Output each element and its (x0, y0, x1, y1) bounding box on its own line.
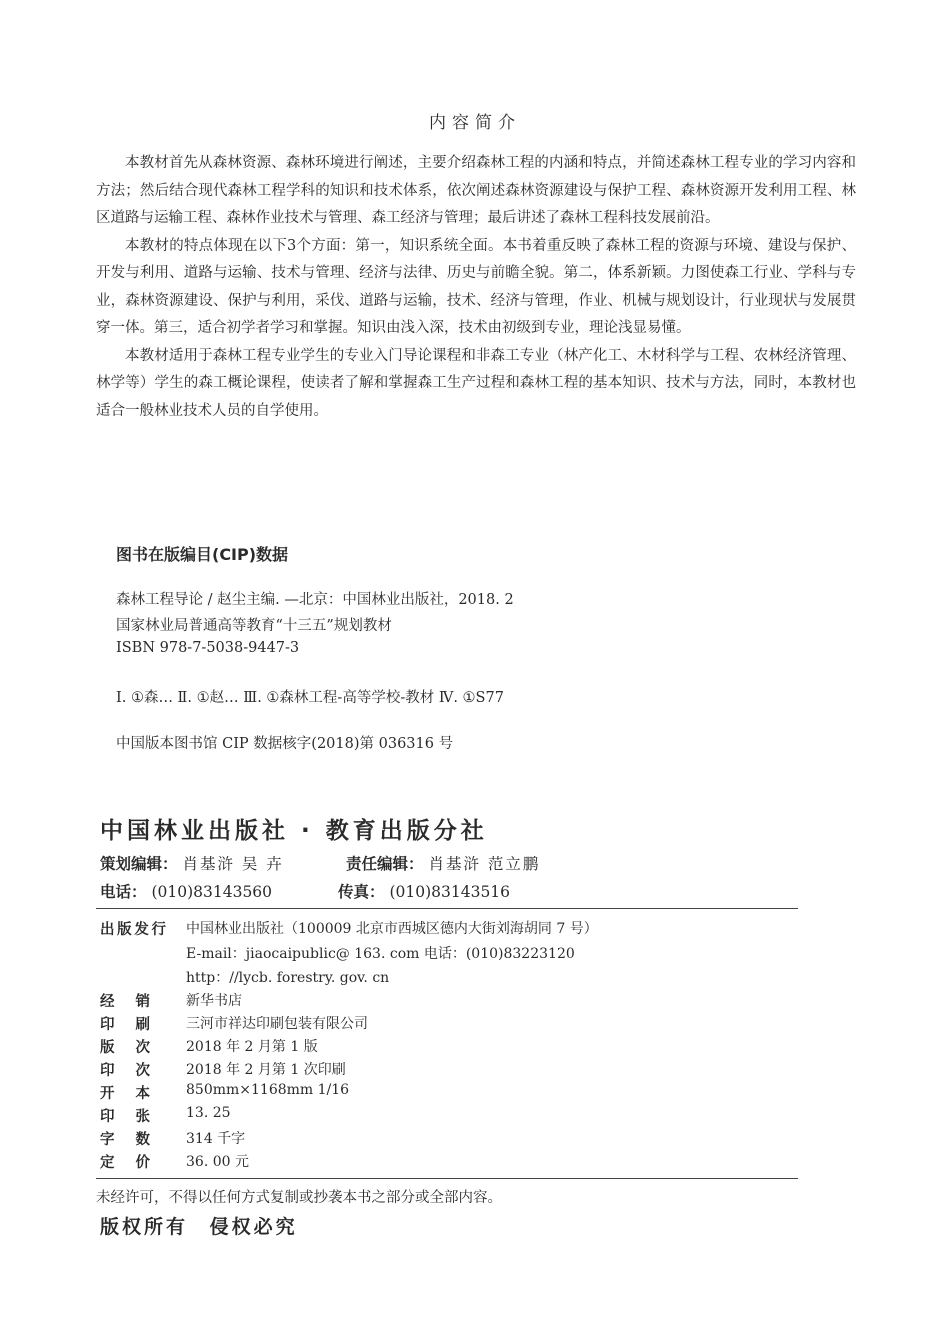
imprint-label-printer: 印 刷 (100, 1017, 150, 1033)
cip-line-record: 中国版本图书馆 CIP 数据核字(2018)第 036316 号 (116, 736, 454, 752)
phone-row (100, 880, 272, 902)
responsible-editor-value: 肖基浒 范立鹏 (428, 855, 541, 873)
editors-row (100, 852, 284, 874)
imprint-value-sheets: 13. 25 (186, 1105, 231, 1121)
imprint-value-email: E-mail：jiaocaipublic@ 163. com 电话：(010)83223120 (186, 946, 575, 962)
cip-line-classification: Ⅰ. ①森… Ⅱ. ①赵… Ⅲ. ①森林工程-高等学校-教材 Ⅳ. ①S77 (116, 690, 504, 706)
imprint-value-format: 850mm×1168mm 1/16 (186, 1082, 350, 1098)
all-rights-reserved: 版权所有 侵权必究 (100, 1216, 298, 1238)
cip-line-series: 国家林业局普通高等教育“十三五”规划教材 (116, 618, 392, 634)
phone-label: 电话： (100, 883, 147, 901)
cip-line-isbn: ISBN 978-7-5038-9447-3 (116, 640, 300, 656)
imprint-value-price: 36. 00 元 (186, 1154, 249, 1170)
imprint-value-edition: 2018 年 2 月第 1 版 (186, 1039, 318, 1055)
imprint-label-format: 开 本 (100, 1086, 150, 1102)
summary-paragraph-1: 本教材首先从森林资源、森林环境进行阐述，主要介绍森林工程的内涵和特点，并简述森林工程专业的学习内容和方法；然后结合现代森林工程学科的知识和技术体系，依次阐述森林资源建设与保护工程、森林资源开发利用工程、林区道路与运输工程、森林作业技术与管理、森工经济与管理；最后讲述了森林工程科技发展前沿。 (96, 155, 856, 226)
divider-top (96, 908, 798, 909)
divider-bottom (96, 1178, 798, 1179)
imprint-label-distribution: 出 版 发 行 (100, 922, 166, 938)
imprint-value-seller: 新华书店 (186, 993, 242, 1009)
imprint-value-printer: 三河市祥达印刷包装有限公司 (186, 1016, 368, 1032)
cip-line-title: 森林工程导论 / 赵尘主编. —北京：中国林业出版社，2018. 2 (116, 592, 514, 608)
phone-value: (010)83143560 (151, 883, 273, 901)
imprint-value-distribution: 中国林业出版社（100009 北京市西城区德内大街刘海胡同 7 号） (186, 921, 598, 937)
imprint-value-website: http：//lycb. forestry. gov. cn (186, 970, 390, 986)
fax-row (338, 880, 510, 902)
publisher-name: 中国林业出版社 · 教育出版分社 (100, 818, 488, 844)
responsible-editor-label: 责任编辑： (346, 855, 424, 873)
planning-editor-value: 肖基浒 吴 卉 (182, 855, 284, 873)
summary-paragraph-3: 本教材适用于森林工程专业学生的专业入门导论课程和非森工专业（林产化工、木材科学与工程、农林经济管理、林学等）学生的森工概论课程，使读者了解和掌握森工生产过程和森林工程的基本知识、技术与方法，同时，本教材也适合一般林业技术人员的自学使用。 (96, 347, 856, 419)
imprint-label-seller: 经 销 (100, 994, 150, 1010)
planning-editor-label: 策划编辑： (100, 855, 178, 873)
imprint-value-printing: 2018 年 2 月第 1 次印刷 (186, 1062, 346, 1078)
fax-label: 传真： (338, 883, 385, 901)
imprint-label-wordcount: 字 数 (100, 1132, 150, 1148)
imprint-label-price: 定 价 (100, 1155, 150, 1171)
summary-title: 内容简介 (429, 113, 521, 133)
fax-value: (010)83143516 (389, 883, 511, 901)
summary-paragraph-2: 本教材的特点体现在以下3个方面：第一，知识系统全面。本书着重反映了森林工程的资源与环境、建设与保护、开发与利用、道路与运输、技术与管理、经济与法律、历史与前瞻全貌。第二，体系新颖。力图使森工行业、学科与专业，森林资源建设、保护与利用，采伐、道路与运输，技术、经济与管理，作业、机械与规划设计，行业现状与发展贯穿一体。第三，适合初学者学习和掌握。知识由浅入深，技术由初级到专业，理论浅显易懂。 (96, 237, 856, 336)
responsible-editor-row (346, 852, 540, 874)
imprint-value-wordcount: 314 千字 (186, 1131, 246, 1147)
imprint-label-edition: 版 次 (100, 1040, 150, 1056)
cip-heading: 图书在版编目(CIP)数据 (116, 545, 289, 564)
imprint-label-printing: 印 次 (100, 1063, 150, 1079)
summary-body (96, 150, 856, 425)
copyright-notice: 未经许可，不得以任何方式复制或抄袭本书之部分或全部内容。 (96, 1190, 502, 1206)
imprint-label-sheets: 印 张 (100, 1109, 150, 1125)
